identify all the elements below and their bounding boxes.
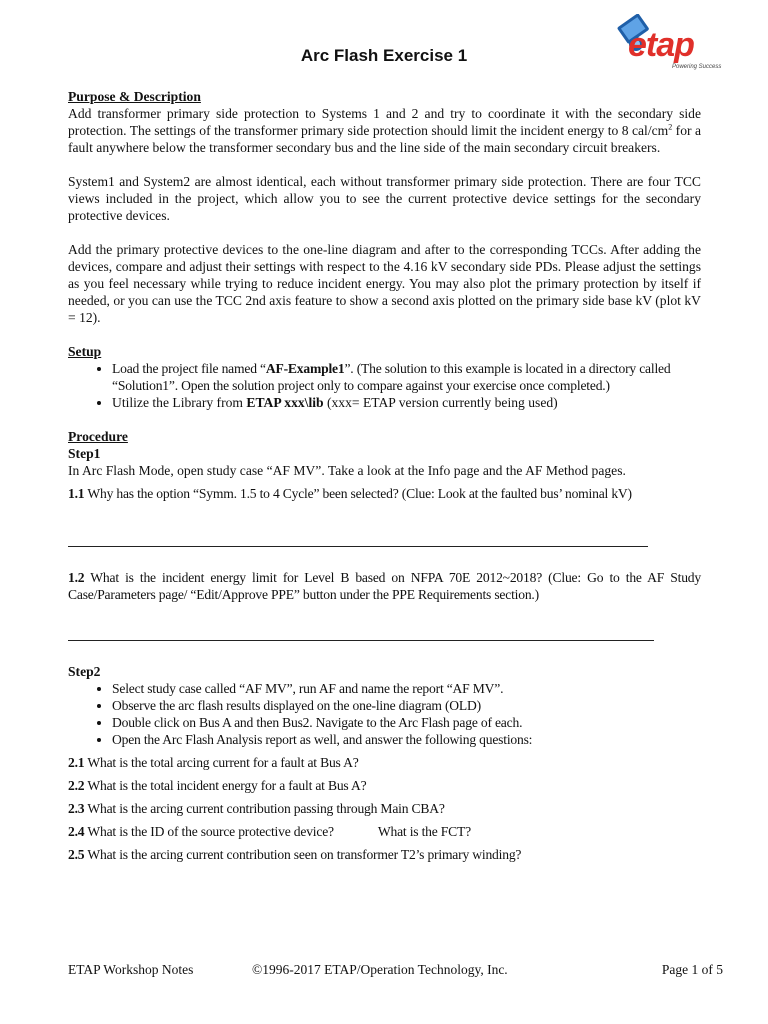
question-2-5: 2.5 What is the arcing current contribution seen on transformer T2’s primary winding? xyxy=(68,847,522,862)
question-2-3: 2.3 What is the arcing current contribution passing through Main CBA? xyxy=(68,801,445,816)
purpose-paragraph-3: Add the primary protective devices to the one-line diagram and after to the corresponding TCCs. After adding the devices, compare and adjust their settings with respect to the 4.16 kV secondary side PDs. Please adjust the settings as you feel necessary while trying to reduce incident energy. You may also plot the primary protection by itself if needed, or you can use the TCC 2nd axis feature to show a second axis plotted on the primary side base kV (plot kV = 12). xyxy=(68,242,701,325)
step1-text: In Arc Flash Mode, open study case “AF MV”. Take a look at the Info page and the AF Method pages. xyxy=(68,463,626,478)
logo-tagline: Powering Success xyxy=(672,64,722,70)
step2-item: • Select study case called “AF MV”, run AF and name the report “AF MV”. xyxy=(112,680,701,697)
question-1-2: 1.2 What is the incident energy limit for Level B based on NFPA 70E 2012~2018? (Clue: Go to the AF Study Case/Parameters page/ “Edit/Approve PPE” button under the PPE Requirements section.) xyxy=(68,570,701,602)
procedure-heading: Procedure xyxy=(68,429,128,444)
question-2-4: 2.4 What is the ID of the source protective device? What is the FCT? xyxy=(68,824,471,839)
setup-item: • Utilize the Library from ETAP xxx\lib (xxx= ETAP version currently being used) xyxy=(112,394,701,411)
question-1-1: 1.1 Why has the option “Symm. 1.5 to 4 Cycle” been selected? (Clue: Look at the faulted bus’ nominal kV) xyxy=(68,486,632,501)
step2-list xyxy=(68,680,701,748)
question-2-2: 2.2 What is the total incident energy for a fault at Bus A? xyxy=(68,778,367,793)
logo-wordmark: etap xyxy=(628,26,694,64)
purpose-paragraph-2: System1 and System2 are almost identical, each without transformer primary side protection. There are four TCC views included in the project, which allow you to see the current protective device settings for the secondary protective devices. xyxy=(68,174,701,223)
footer-left: ETAP Workshop Notes xyxy=(68,962,194,977)
page-title: Arc Flash Exercise 1 xyxy=(300,46,468,65)
page-footer xyxy=(68,962,723,980)
footer-copyright: ©1996-2017 ETAP/Operation Technology, Inc. xyxy=(252,962,508,977)
step1-heading: Step1 xyxy=(68,446,101,461)
question-2-1: 2.1 What is the total arcing current for a fault at Bus A? xyxy=(68,755,359,770)
setup-list xyxy=(68,360,701,411)
setup-item: • Load the project file named “AF-Example1”. (The solution to this example is located in a directory called “Solution1”. Open the solution project only to compare against your exercise once completed.) xyxy=(112,360,701,394)
purpose-heading: Purpose & Description xyxy=(68,89,201,104)
document-body xyxy=(68,88,701,863)
footer-page-number: Page 1 of 5 xyxy=(661,962,723,977)
purpose-paragraph-1: Add transformer primary side protection to Systems 1 and 2 and try to coordinate it with the secondary side protection. The settings of the transformer primary side protection should limit the incident energy to 8 cal/$cm^2$ for a fault anywhere below the transformer secondary bus and the line side of the main secondary circuit breakers. xyxy=(68,106,702,155)
step2-item: • Observe the arc flash results displayed on the one-line diagram (OLD) xyxy=(112,697,701,714)
step2-heading: Step2 xyxy=(68,664,101,679)
step2-item: • Double click on Bus A and then Bus2. Navigate to the Arc Flash page of each. xyxy=(112,714,701,731)
step2-item: • Open the Arc Flash Analysis report as well, and answer the following questions: xyxy=(112,731,701,748)
setup-heading: Setup xyxy=(68,344,102,359)
